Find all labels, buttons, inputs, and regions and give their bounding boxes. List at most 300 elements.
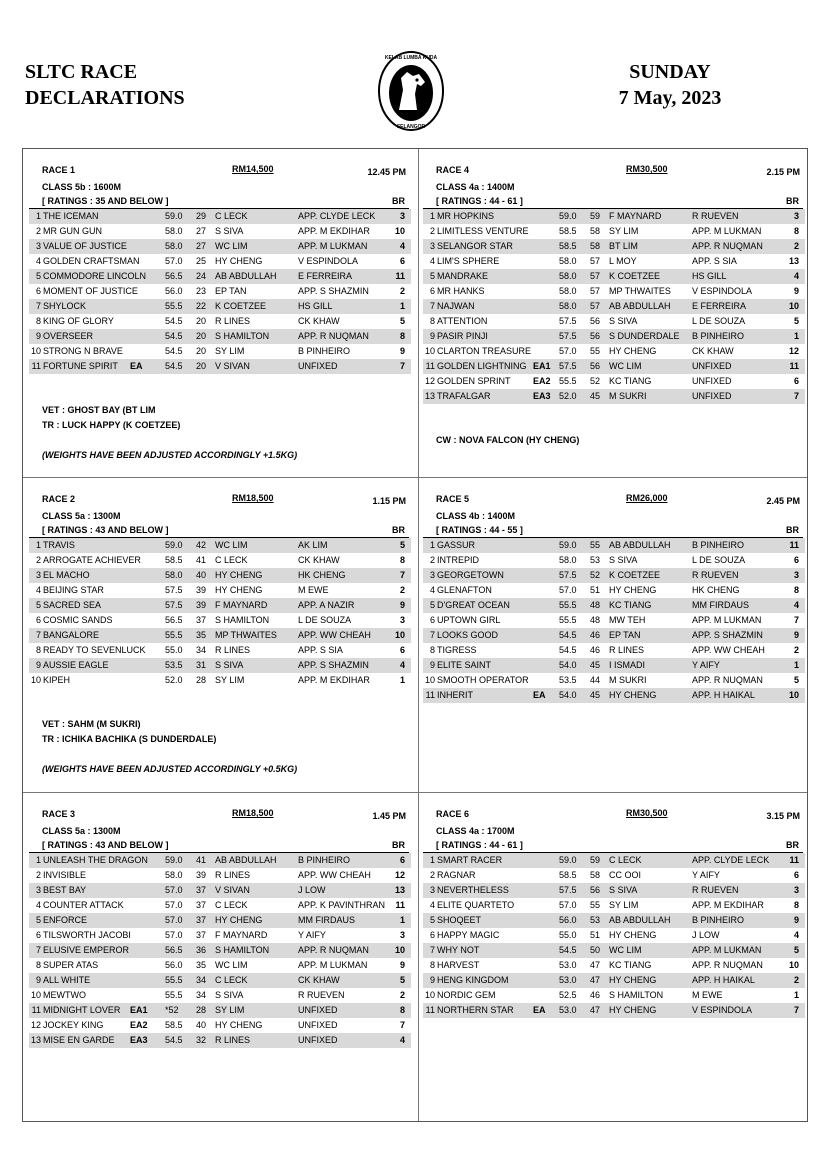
race-prize: RM14,500 xyxy=(232,164,274,174)
runner-number: 1 xyxy=(35,540,41,550)
barrier: 7 xyxy=(399,1020,405,1030)
runner-row xyxy=(29,583,411,598)
barrier: 10 xyxy=(394,226,405,236)
race-prize: RM30,500 xyxy=(626,808,668,818)
jockey: C LECK xyxy=(609,855,642,865)
trainer: R RUEVEN xyxy=(298,990,345,1000)
barrier: 12 xyxy=(394,870,405,880)
runner-number: 4 xyxy=(429,900,435,910)
rating: 37 xyxy=(196,615,207,625)
trainer: AK LIM xyxy=(298,540,328,550)
entry-tag: EA2 xyxy=(130,1020,148,1030)
barrier: 2 xyxy=(399,585,405,595)
horse-name: TRAVIS xyxy=(43,540,75,550)
rating: 31 xyxy=(196,660,207,670)
trainer: Y AIFY xyxy=(692,660,720,670)
horse-name: MR HOPKINS xyxy=(437,211,495,221)
rating: 24 xyxy=(196,271,207,281)
weight: 54.5 xyxy=(165,1035,183,1045)
race-class: CLASS 4a : 1400M xyxy=(436,182,515,192)
runner-number: 2 xyxy=(429,870,435,880)
jockey: HY CHENG xyxy=(215,915,263,925)
jockey: HY CHENG xyxy=(609,975,657,985)
rating: 46 xyxy=(590,645,601,655)
barrier: 5 xyxy=(399,316,405,326)
horse-name: FORTUNE SPIRIT xyxy=(43,361,118,371)
trainer: E FERREIRA xyxy=(298,271,353,281)
date-block xyxy=(600,59,740,111)
trainer: CK KHAW xyxy=(298,975,340,985)
rating: 40 xyxy=(196,570,207,580)
rating: 35 xyxy=(196,960,207,970)
trainer: APP. H HAIKAL xyxy=(692,975,755,985)
rating: 41 xyxy=(196,555,207,565)
trainer: M EWE xyxy=(298,585,329,595)
trainer: APP. M LUKMAN xyxy=(692,226,762,236)
runner-row xyxy=(29,254,411,269)
trainer: APP. S SIA xyxy=(298,645,343,655)
runner-number: 3 xyxy=(35,241,41,251)
runner-number: 2 xyxy=(429,555,435,565)
barrier: 5 xyxy=(793,675,799,685)
horse-name: OVERSEER xyxy=(43,331,94,341)
runner-number: 2 xyxy=(35,226,41,236)
jockey: S HAMILTON xyxy=(215,945,270,955)
runner-row xyxy=(423,209,805,224)
trainer: APP. WW CHEAH xyxy=(298,630,371,640)
runner-row xyxy=(423,314,805,329)
weight: 54.5 xyxy=(165,316,183,326)
rating: 23 xyxy=(196,286,207,296)
runner-row xyxy=(423,898,805,913)
runner-row xyxy=(29,928,411,943)
weight: 57.5 xyxy=(559,316,577,326)
race-panel-3 xyxy=(25,478,411,798)
runner-number: 1 xyxy=(35,855,41,865)
race-ratings: [ RATINGS : 44 - 61 ] xyxy=(436,840,523,850)
runner-row xyxy=(423,254,805,269)
runner-row xyxy=(423,1003,805,1018)
runner-number: 7 xyxy=(429,630,435,640)
horse-name: ENFORCE xyxy=(43,915,88,925)
runner-row xyxy=(423,329,805,344)
barrier-header: BR xyxy=(392,840,405,850)
horse-name: WHY NOT xyxy=(437,945,480,955)
barrier: 3 xyxy=(793,570,799,580)
runner-number: 11 xyxy=(425,361,435,371)
trainer: APP. M LUKMAN xyxy=(298,241,368,251)
runner-list xyxy=(29,853,411,1048)
entry-tag: EA3 xyxy=(130,1035,148,1045)
runner-number: 7 xyxy=(35,945,41,955)
horse-name: BANGALORE xyxy=(43,630,100,640)
runner-row xyxy=(423,583,805,598)
runner-row xyxy=(423,553,805,568)
trainer: APP. S SHAZMIN xyxy=(298,660,369,670)
trainer: APP. R NUQMAN xyxy=(298,331,369,341)
rating: 29 xyxy=(196,211,207,221)
barrier: 11 xyxy=(395,271,405,281)
rating: 20 xyxy=(196,316,207,326)
jockey: M SUKRI xyxy=(609,391,647,401)
jockey: L MOY xyxy=(609,256,637,266)
weight: 55.0 xyxy=(165,645,183,655)
barrier: 6 xyxy=(399,256,405,266)
rating: 58 xyxy=(590,226,601,236)
horse-name: UNLEASH THE DRAGON xyxy=(43,855,148,865)
weight: 55.5 xyxy=(165,630,183,640)
runner-list xyxy=(29,209,411,374)
weight: 58.0 xyxy=(559,555,577,565)
runner-number: 4 xyxy=(35,585,41,595)
race-note: TR : ICHIKA BACHIKA (S DUNDERDALE) xyxy=(42,734,217,744)
race-prize: RM18,500 xyxy=(232,808,274,818)
rating: 37 xyxy=(196,930,207,940)
barrier: 7 xyxy=(793,1005,799,1015)
runner-number: 8 xyxy=(35,316,41,326)
horse-name: INVISIBLE xyxy=(43,870,87,880)
jockey: AB ABDULLAH xyxy=(215,271,277,281)
horse-name: TRAFALGAR xyxy=(437,391,491,401)
jockey: I ISMADI xyxy=(609,660,646,670)
runner-row xyxy=(29,658,411,673)
runner-row xyxy=(29,943,411,958)
rating: 45 xyxy=(590,690,601,700)
jockey: SY LIM xyxy=(609,900,639,910)
rating: 55 xyxy=(590,346,601,356)
race-time: 1.15 PM xyxy=(372,496,406,506)
jockey: S SIVA xyxy=(609,885,638,895)
horse-name: ELUSIVE EMPEROR xyxy=(43,945,130,955)
barrier: 9 xyxy=(399,346,405,356)
runner-list xyxy=(423,538,805,703)
trainer: B PINHEIRO xyxy=(692,540,745,550)
barrier: 4 xyxy=(793,930,799,940)
weight: 57.0 xyxy=(165,930,183,940)
trainer: APP. M EKDIHAR xyxy=(692,900,764,910)
race-title: RACE 5 xyxy=(436,494,470,504)
rating: 39 xyxy=(196,600,207,610)
jockey: HY CHENG xyxy=(609,1005,657,1015)
weight: 54.0 xyxy=(559,690,577,700)
barrier: 11 xyxy=(789,855,799,865)
runner-number: 1 xyxy=(429,855,435,865)
club-logo xyxy=(377,50,445,132)
weight: 58.5 xyxy=(559,226,577,236)
horse-name: MEWTWO xyxy=(43,990,86,1000)
barrier: 8 xyxy=(399,1005,405,1015)
runner-number: 12 xyxy=(30,1020,41,1030)
runner-row xyxy=(29,344,411,359)
race-class: CLASS 5a : 1300M xyxy=(42,511,121,521)
runner-number: 6 xyxy=(429,286,435,296)
horse-name: EL MACHO xyxy=(43,570,90,580)
horse-name: GEORGETOWN xyxy=(437,570,504,580)
jockey: HY CHENG xyxy=(215,570,263,580)
runner-number: 10 xyxy=(424,346,435,356)
runner-row xyxy=(423,643,805,658)
runner-number: 8 xyxy=(35,960,41,970)
runner-number: 9 xyxy=(429,331,435,341)
weight: 58.0 xyxy=(559,256,577,266)
race-time: 12.45 PM xyxy=(367,167,406,177)
jockey: WC LIM xyxy=(215,540,248,550)
runner-list xyxy=(29,538,411,688)
runner-number: 4 xyxy=(35,256,41,266)
runner-row xyxy=(423,883,805,898)
jockey: S SIVA xyxy=(215,226,244,236)
runner-row xyxy=(29,1018,411,1033)
barrier: 9 xyxy=(399,600,405,610)
trainer: UNFIXED xyxy=(692,391,732,401)
rating: 20 xyxy=(196,346,207,356)
runner-row xyxy=(423,688,805,703)
jockey: HY CHENG xyxy=(609,585,657,595)
barrier: 10 xyxy=(394,630,405,640)
runner-number: 6 xyxy=(35,286,41,296)
jockey: SY LIM xyxy=(215,346,245,356)
barrier: 6 xyxy=(793,870,799,880)
runner-row xyxy=(29,898,411,913)
horse-name: GASSUR xyxy=(437,540,476,550)
trainer: J LOW xyxy=(692,930,720,940)
trainer: E FERREIRA xyxy=(692,301,747,311)
runner-number: 5 xyxy=(35,271,41,281)
runner-row xyxy=(423,598,805,613)
barrier: 7 xyxy=(793,391,799,401)
weight: 54.5 xyxy=(165,361,183,371)
race-ratings: [ RATINGS : 44 - 55 ] xyxy=(436,525,523,535)
weight: *52 xyxy=(165,1005,179,1015)
race-class: CLASS 5b : 1600M xyxy=(42,182,122,192)
race-title: RACE 2 xyxy=(42,494,76,504)
rating: 50 xyxy=(590,945,601,955)
jockey: MW TEH xyxy=(609,615,646,625)
barrier: 8 xyxy=(399,555,405,565)
rating: 56 xyxy=(590,361,601,371)
barrier: 1 xyxy=(793,990,799,1000)
runner-number: 7 xyxy=(429,301,435,311)
jockey: CC OOI xyxy=(609,870,642,880)
trainer: CK KHAW xyxy=(692,346,734,356)
runner-row xyxy=(423,628,805,643)
jockey: K COETZEE xyxy=(609,570,661,580)
weight: 58.0 xyxy=(165,870,183,880)
runner-row xyxy=(423,269,805,284)
jockey: SY LIM xyxy=(215,1005,245,1015)
horse-name: MIDNIGHT LOVER xyxy=(43,1005,121,1015)
runner-row xyxy=(29,988,411,1003)
runner-number: 2 xyxy=(35,555,41,565)
runner-number: 1 xyxy=(429,211,435,221)
trainer: L DE SOUZA xyxy=(298,615,352,625)
rating: 58 xyxy=(590,870,601,880)
rating: 46 xyxy=(590,990,601,1000)
jockey: V SIVAN xyxy=(215,885,250,895)
weight: 54.0 xyxy=(559,660,577,670)
weight: 59.0 xyxy=(165,855,183,865)
barrier: 10 xyxy=(788,301,799,311)
jockey: C LECK xyxy=(215,211,248,221)
runner-row xyxy=(423,658,805,673)
race-title: RACE 1 xyxy=(42,165,76,175)
runner-row xyxy=(423,568,805,583)
weight: 59.0 xyxy=(559,540,577,550)
runner-number: 9 xyxy=(429,660,435,670)
horse-name: NORDIC GEM xyxy=(437,990,496,1000)
horse-name: BEIJING STAR xyxy=(43,585,104,595)
race-title: RACE 3 xyxy=(42,809,76,819)
jockey: F MAYNARD xyxy=(215,600,268,610)
horse-name: INHERIT xyxy=(437,690,473,700)
race-time: 2.45 PM xyxy=(766,496,800,506)
trainer: R RUEVEN xyxy=(692,211,739,221)
rating: 39 xyxy=(196,870,207,880)
trainer: APP. R NUQMAN xyxy=(692,960,763,970)
weight: 57.5 xyxy=(559,885,577,895)
weight: 56.5 xyxy=(165,615,183,625)
runner-row xyxy=(423,868,805,883)
barrier-header: BR xyxy=(786,196,799,206)
trainer: MM FIRDAUS xyxy=(298,915,355,925)
weight: 58.0 xyxy=(559,301,577,311)
trainer: APP. R NUQMAN xyxy=(692,241,763,251)
rating: 25 xyxy=(196,256,207,266)
runner-row xyxy=(423,224,805,239)
barrier: 10 xyxy=(394,945,405,955)
trainer: J LOW xyxy=(298,885,326,895)
runner-number: 12 xyxy=(424,376,435,386)
runner-number: 11 xyxy=(31,361,41,371)
horse-name: SMOOTH OPERATOR xyxy=(437,675,529,685)
race-note: VET : SAHM (M SUKRI) xyxy=(42,719,141,729)
rating: 20 xyxy=(196,361,207,371)
race-title: RACE 4 xyxy=(436,165,470,175)
rating: 35 xyxy=(196,630,207,640)
weight: 56.5 xyxy=(165,945,183,955)
weight: 53.0 xyxy=(559,1005,577,1015)
jockey: EP TAN xyxy=(215,286,247,296)
weight: 57.0 xyxy=(165,256,183,266)
runner-row xyxy=(423,853,805,868)
rating: 55 xyxy=(590,900,601,910)
runner-row xyxy=(29,853,411,868)
trainer: APP. H HAIKAL xyxy=(692,690,755,700)
trainer: APP. R NUQMAN xyxy=(692,675,763,685)
horse-name: STRONG N BRAVE xyxy=(43,346,123,356)
jockey: S SIVA xyxy=(609,316,638,326)
runner-row xyxy=(423,359,805,374)
rating: 45 xyxy=(590,391,601,401)
rating: 56 xyxy=(590,316,601,326)
horse-name: UPTOWN GIRL xyxy=(437,615,501,625)
horse-name: RAGNAR xyxy=(437,870,476,880)
weight: 59.0 xyxy=(559,211,577,221)
barrier: 10 xyxy=(788,690,799,700)
horse-name: HARVEST xyxy=(437,960,480,970)
runner-row xyxy=(423,389,805,404)
runner-row xyxy=(29,973,411,988)
barrier: 9 xyxy=(793,630,799,640)
jockey: HY CHENG xyxy=(215,1020,263,1030)
weight: 54.5 xyxy=(559,630,577,640)
jockey: F MAYNARD xyxy=(215,930,268,940)
horse-name: LIMITLESS VENTURE xyxy=(437,226,529,236)
rating: 34 xyxy=(196,990,207,1000)
race-panel-1 xyxy=(25,149,411,469)
horse-name: HENG KINGDOM xyxy=(437,975,509,985)
entry-tag: EA xyxy=(533,690,546,700)
runner-number: 10 xyxy=(30,675,41,685)
horse-name: COMMODORE LINCOLN xyxy=(43,271,147,281)
entry-tag: EA xyxy=(533,1005,546,1015)
barrier: 7 xyxy=(399,570,405,580)
runner-row xyxy=(29,314,411,329)
runner-number: 10 xyxy=(30,346,41,356)
barrier: 2 xyxy=(793,975,799,985)
horse-name: CLARTON TREASURE xyxy=(437,346,532,356)
horse-name: KIPEH xyxy=(43,675,71,685)
weight: 58.5 xyxy=(559,241,577,251)
runner-number: 9 xyxy=(35,660,41,670)
race-class: CLASS 5a : 1300M xyxy=(42,826,121,836)
barrier: 4 xyxy=(793,600,799,610)
trainer: R RUEVEN xyxy=(692,885,739,895)
horse-name: ALL WHITE xyxy=(43,975,91,985)
horse-name: TIGRESS xyxy=(437,645,477,655)
trainer: L DE SOUZA xyxy=(692,555,746,565)
weight: 58.5 xyxy=(165,1020,183,1030)
barrier: 13 xyxy=(394,885,405,895)
horse-name: GOLDEN SPRINT xyxy=(437,376,511,386)
barrier-header: BR xyxy=(392,196,405,206)
weight: 57.5 xyxy=(559,331,577,341)
weight: 58.0 xyxy=(165,570,183,580)
runner-number: 9 xyxy=(35,331,41,341)
barrier: 2 xyxy=(793,645,799,655)
runner-number: 11 xyxy=(31,1005,41,1015)
rating: 57 xyxy=(590,286,601,296)
jockey: WC LIM xyxy=(609,361,642,371)
weight: 55.5 xyxy=(559,600,577,610)
trainer: UNFIXED xyxy=(298,361,338,371)
runner-row xyxy=(423,973,805,988)
race-time: 2.15 PM xyxy=(766,167,800,177)
jockey: WC LIM xyxy=(215,241,248,251)
weight: 52.5 xyxy=(559,990,577,1000)
rating: 27 xyxy=(196,226,207,236)
weight: 57.0 xyxy=(165,885,183,895)
horse-name: VALUE OF JUSTICE xyxy=(43,241,127,251)
barrier: 7 xyxy=(793,615,799,625)
rating: 44 xyxy=(590,675,601,685)
runner-row xyxy=(29,553,411,568)
rating: 57 xyxy=(590,301,601,311)
rating: 47 xyxy=(590,1005,601,1015)
trainer: UNFIXED xyxy=(298,1020,338,1030)
horse-name: JOCKEY KING xyxy=(43,1020,104,1030)
runner-row xyxy=(29,868,411,883)
barrier: 1 xyxy=(793,660,799,670)
trainer: L DE SOUZA xyxy=(692,316,746,326)
weight: 52.0 xyxy=(165,675,183,685)
horse-name: ATTENTION xyxy=(437,316,488,326)
race-panel-4 xyxy=(419,478,805,798)
weight: 59.0 xyxy=(165,540,183,550)
trainer: R RUEVEN xyxy=(692,570,739,580)
rating: 59 xyxy=(590,211,601,221)
trainer: APP. M EKDIHAR xyxy=(298,675,370,685)
